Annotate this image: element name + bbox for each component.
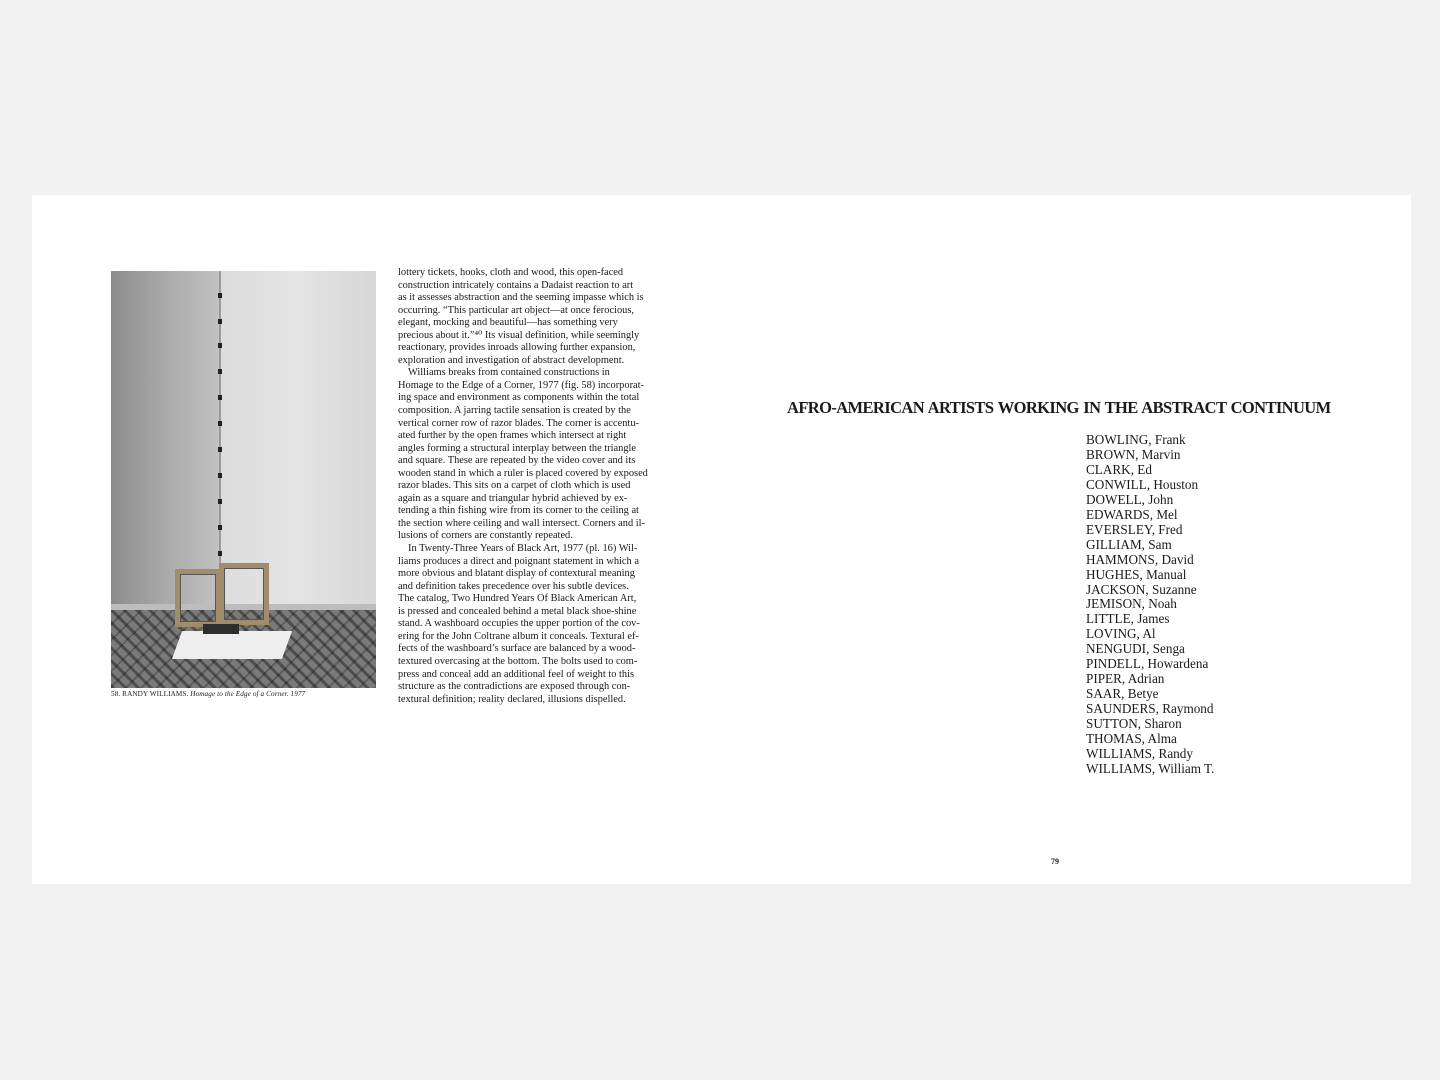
body-text-line: ering for the John Coltrane album it conceals. Textural ef- xyxy=(398,630,639,642)
body-text-line: The catalog, Two Hundred Years Of Black American Art, xyxy=(398,593,637,605)
body-text-line: occurring. “This particular art object—at once ferocious, xyxy=(398,304,634,316)
artist-list-item: LITTLE, James xyxy=(1086,611,1170,627)
body-text-line: textured overcasing at the bottom. The bolts used to com- xyxy=(398,655,638,667)
artist-list-item: PIPER, Adrian xyxy=(1086,671,1165,687)
video-stand xyxy=(203,624,239,634)
artist-list-item: HUGHES, Manual xyxy=(1086,566,1187,582)
body-text-line: composition. A jarring tactile sensation is created by the xyxy=(398,405,631,417)
artist-list-item: EDWARDS, Mel xyxy=(1086,506,1178,522)
artist-list-item: DOWELL, John xyxy=(1086,491,1174,507)
body-text-line: ated further by the open frames which intersect at right xyxy=(398,430,627,442)
artist-list-item: WILLIAMS, Randy xyxy=(1086,746,1193,762)
artist-list-item: SAAR, Betye xyxy=(1086,686,1159,702)
razor-blade xyxy=(218,421,222,426)
body-text-line: construction intricately contains a Dadaist reaction to art xyxy=(398,279,634,291)
body-text-line: wooden stand in which a ruler is placed covered by exposed xyxy=(398,467,648,479)
body-text-line: is pressed and concealed behind a metal black shoe-shine xyxy=(398,605,637,617)
body-text-line: razor blades. This sits on a carpet of cloth which is used xyxy=(398,480,631,492)
body-text-column xyxy=(398,267,666,706)
open-frame-left xyxy=(175,569,221,627)
artist-list-item: BOWLING, Frank xyxy=(1086,432,1186,447)
figure-caption xyxy=(111,690,305,698)
razor-blade xyxy=(218,369,222,374)
open-frame-right xyxy=(219,563,269,625)
artist-list-item: THOMAS, Alma xyxy=(1086,731,1177,747)
body-text-line: angles forming a structural interplay between the triangle xyxy=(398,442,637,454)
book-spread xyxy=(32,195,1411,884)
artist-list-item: PINDELL, Howardena xyxy=(1086,656,1209,672)
body-text-line: In Twenty-Three Years of Black Art, 1977 (pl. 16) Wil- xyxy=(408,543,638,555)
body-text-line: structure as the contradictions are exposed through con- xyxy=(398,681,631,693)
razor-blade xyxy=(218,473,222,478)
artist-list-item: JEMISON, Noah xyxy=(1086,596,1177,612)
artist-list-item: HAMMONS, David xyxy=(1086,551,1194,567)
page-heading: AFRO-AMERICAN ARTISTS WORKING IN THE ABSTRACT CONTINUUM xyxy=(787,398,1331,417)
razor-blade xyxy=(218,499,222,504)
artwork-photo xyxy=(111,271,376,688)
body-text-line: precious about it.”⁴⁰ Its visual definition, while seemingly xyxy=(398,329,640,341)
artist-list-item: SUTTON, Sharon xyxy=(1086,716,1182,732)
body-text-line: as it assesses abstraction and the seeming impasse which is xyxy=(398,292,644,304)
razor-blade xyxy=(218,319,222,324)
body-text-line: reactionary, provides inroads allowing further expansion, xyxy=(398,342,636,354)
body-text-line: vertical corner row of razor blades. The corner is accentu- xyxy=(398,417,639,429)
artist-list xyxy=(1086,433,1214,777)
body-text-line: Williams breaks from contained constructions in xyxy=(408,367,610,379)
artist-list-item: CLARK, Ed xyxy=(1086,461,1152,477)
body-text-line: press and conceal add an additional feel of weight to this xyxy=(398,668,635,680)
artist-list-item: CONWILL, Houston xyxy=(1086,476,1199,492)
body-text-line: lusions of corners are constantly repeated. xyxy=(398,530,573,542)
body-text-line: fects of the washboard’s surface are balanced by a wood- xyxy=(398,643,636,655)
razor-blade xyxy=(218,293,222,298)
caption-prefix: 58. RANDY WILLIAMS. xyxy=(111,690,189,698)
razor-blade xyxy=(218,447,222,452)
artist-list-item: GILLIAM, Sam xyxy=(1086,536,1172,552)
body-text-line: again as a square and triangular hybrid achieved by ex- xyxy=(398,492,628,504)
body-text-line: and square. These are repeated by the video cover and its xyxy=(398,455,636,467)
caption-title: Homage to the Edge of a Corner. 1977 xyxy=(190,690,306,698)
body-text-line: exploration and investigation of abstract development. xyxy=(398,354,625,366)
body-text-line: the section where ceiling and wall intersect. Corners and il- xyxy=(398,517,645,529)
artist-list-item: LOVING, Al xyxy=(1086,626,1156,642)
body-text-line: elegant, mocking and beautiful—has something very xyxy=(398,317,618,329)
cloth-carpet xyxy=(172,631,292,659)
razor-blade xyxy=(218,343,222,348)
body-text-line: Homage to the Edge of a Corner, 1977 (fig. 58) incorporat- xyxy=(398,379,644,391)
artist-list-item: SAUNDERS, Raymond xyxy=(1086,701,1214,717)
body-text-line: tending a thin fishing wire from its corner to the ceiling at xyxy=(398,505,639,517)
razor-blade xyxy=(218,525,222,530)
page-number: 79 xyxy=(1051,857,1059,866)
body-text-line: and definition takes precedence over his subtle devices. xyxy=(398,580,629,592)
artist-list-item: NENGUDI, Senga xyxy=(1086,641,1185,657)
body-text-line: ing space and environment as components within the total xyxy=(398,392,640,404)
body-text-line: textural definition; reality declared, illusions dispelled. xyxy=(398,693,626,705)
razor-blade xyxy=(218,395,222,400)
artist-list-item: EVERSLEY, Fred xyxy=(1086,521,1183,537)
artist-list-item: BROWN, Marvin xyxy=(1086,446,1181,462)
body-text-line: lottery tickets, hooks, cloth and wood, this open-faced xyxy=(398,267,624,278)
artist-list-item: JACKSON, Suzanne xyxy=(1086,581,1197,597)
body-text-line: liams produces a direct and poignant statement in which a xyxy=(398,555,639,567)
razor-blade xyxy=(218,551,222,556)
body-text-line: stand. A washboard occupies the upper portion of the cov- xyxy=(398,618,640,630)
body-text-line: more obvious and blatant display of contextural meaning xyxy=(398,568,635,580)
artist-list-item: WILLIAMS, William T. xyxy=(1086,760,1215,776)
